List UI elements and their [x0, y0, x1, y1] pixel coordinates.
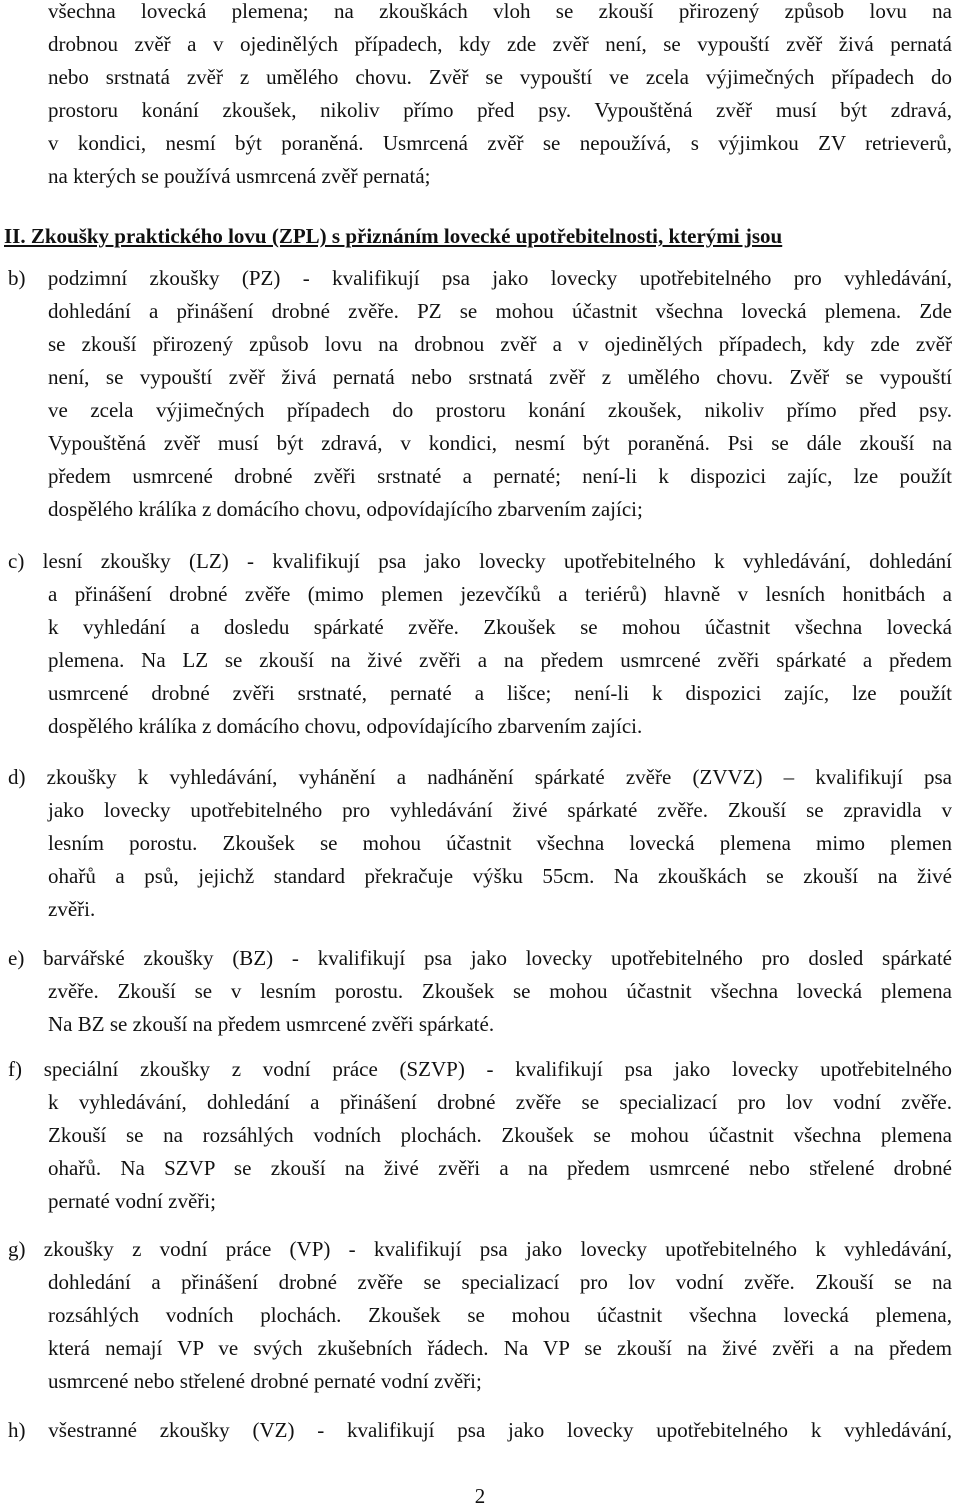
- text-line: d) zkoušky k vyhledávání, vyhánění a nadhánění spárkaté zvěře (ZVVZ) – kvalifikují psa: [8, 765, 952, 789]
- text-line: v kondici, nesmí být poraněná. Usmrcená zvěř se nepoužívá, s výjimkou ZV retrieverů,: [48, 131, 952, 155]
- text-line: se zkouší přirozený způsob lovu na drobnou zvěř a v ojedinělých případech, kdy zde zvěř: [48, 332, 952, 356]
- text-line: c) lesní zkoušky (LZ) - kvalifikují psa jako lovecky upotřebitelného k vyhledávání, dohledání: [8, 549, 952, 573]
- text-line: Zkouší se na rozsáhlých vodních plochách. Zkoušek se mohou účastnit všechna plemena: [48, 1123, 952, 1147]
- text-line: jako lovecky upotřebitelného pro vyhledávání živé spárkaté zvěře. Zkouší se zpravidla v: [48, 798, 952, 822]
- text-line: dospělého králíka z domácího chovu, odpovídajícího zbarvením zajíci;: [48, 497, 643, 521]
- text-line: plemena. Na LZ se zkouší na živé zvěři a na předem usmrcené zvěři spárkaté a předem: [48, 648, 952, 672]
- text-line: g) zkoušky z vodní práce (VP) - kvalifikují psa jako lovecky upotřebitelného k vyhledávání,: [8, 1237, 952, 1261]
- text-line: f) speciální zkoušky z vodní práce (SZVP) - kvalifikují psa jako lovecky upotřebitelného: [8, 1057, 952, 1081]
- text-line: h) všestranné zkoušky (VZ) - kvalifikují psa jako lovecky upotřebitelného k vyhledávání,: [8, 1418, 952, 1442]
- text-line: na kterých se používá usmrcená zvěř pernatá;: [48, 164, 431, 188]
- text-line: není, se vypouští zvěř živá pernatá nebo srstnatá zvěř z umělého chovu. Zvěř se vypouští: [48, 365, 952, 389]
- text-line: všechna lovecká plemena; na zkouškách vloh se zkouší přirozený způsob lovu na: [48, 0, 952, 23]
- list-item-h: [8, 1414, 952, 1447]
- list-item-b: [8, 262, 952, 526]
- text-line: dohledání a přinášení drobné zvěře. PZ se mohou účastnit všechna lovecká plemena. Zde: [48, 299, 952, 323]
- text-line: zvěři.: [48, 897, 96, 921]
- list-item-e: [8, 942, 952, 1041]
- text-line: ve zcela výjimečných případech do prostoru konání zkoušek, nikoliv přímo před psy.: [48, 398, 952, 422]
- text-line: ohařů. Na SZVP se zkouší na živé zvěři a na předem usmrcené nebo střelené drobné: [48, 1156, 952, 1180]
- text-line: dospělého králíka z domácího chovu, odpovídajícího zbarvením zajíci.: [48, 714, 643, 738]
- text-line: Na BZ se zkouší na předem usmrcené zvěři spárkaté.: [48, 1012, 495, 1036]
- text-line: pernaté vodní zvěři;: [48, 1189, 216, 1213]
- text-line: Vypouštěná zvěř musí být zdravá, v kondici, nesmí být poraněná. Psi se dále zkouší na: [48, 431, 952, 455]
- text-line: usmrcené nebo střelené drobné pernaté vodní zvěři;: [48, 1369, 482, 1393]
- text-line: k vyhledávání, dohledání a přinášení drobné zvěře se specializací pro lov vodní zvěře.: [48, 1090, 952, 1114]
- list-item-c: [8, 545, 952, 743]
- text-line: b) podzimní zkoušky (PZ) - kvalifikují psa jako lovecky upotřebitelného pro vyhledávání,: [8, 266, 952, 290]
- text-line: ohařů a psů, jejichž standard překračuje výšku 55cm. Na zkouškách se zkouší na živé: [48, 864, 952, 888]
- page-number: 2: [474, 1484, 486, 1508]
- intro-paragraph: [48, 0, 952, 193]
- text-line: rozsáhlých vodních plochách. Zkoušek se mohou účastnit všechna lovecká plemena,: [48, 1303, 952, 1327]
- text-line: k vyhledání a dosledu spárkaté zvěře. Zkoušek se mohou účastnit všechna lovecká: [48, 615, 952, 639]
- text-line: předem usmrcené drobné zvěři srstnaté a pernaté; není-li k dispozici zajíc, lze použít: [48, 464, 952, 488]
- text-line: drobnou zvěř a v ojedinělých případech, kdy zde zvěř není, se vypouští zvěř živá pernatá: [48, 32, 952, 56]
- list-item-g: [8, 1233, 952, 1398]
- list-item-d: [8, 761, 952, 926]
- text-line: e) barvářské zkoušky (BZ) - kvalifikují psa jako lovecky upotřebitelného pro dosled spárkaté: [8, 946, 952, 970]
- list-item-f: [8, 1053, 952, 1218]
- text-line: dohledání a přinášení drobné zvěře se specializací pro lov vodní zvěře. Zkouší se na: [48, 1270, 952, 1294]
- text-line: prostoru konání zkoušek, nikoliv přímo před psy. Vypouštěná zvěř musí být zdravá,: [48, 98, 952, 122]
- text-line: a přinášení drobné zvěře (mimo plemen jezevčíků a teriérů) hlavně v lesních honitbách a: [48, 582, 952, 606]
- text-line: lesním porostu. Zkoušek se mohou účastnit všechna lovecká plemena mimo plemen: [48, 831, 952, 855]
- text-line: která nemají VP ve svých zkušebních řádech. Na VP se zkouší na živé zvěři a na předem: [48, 1336, 952, 1360]
- text-line: nebo srstnatá zvěř z umělého chovu. Zvěř se vypouští ve zcela výjimečných případech do: [48, 65, 952, 89]
- section-heading: II. Zkoušky praktického lovu (ZPL) s přiznáním lovecké upotřebitelnosti, kterými jsou: [4, 224, 783, 248]
- text-line: zvěře. Zkouší se v lesním porostu. Zkoušek se mohou účastnit všechna lovecká plemena: [48, 979, 952, 1003]
- text-line: usmrcené drobné zvěři srstnaté, pernaté a lišce; není-li k dispozici zajíc, lze použít: [48, 681, 952, 705]
